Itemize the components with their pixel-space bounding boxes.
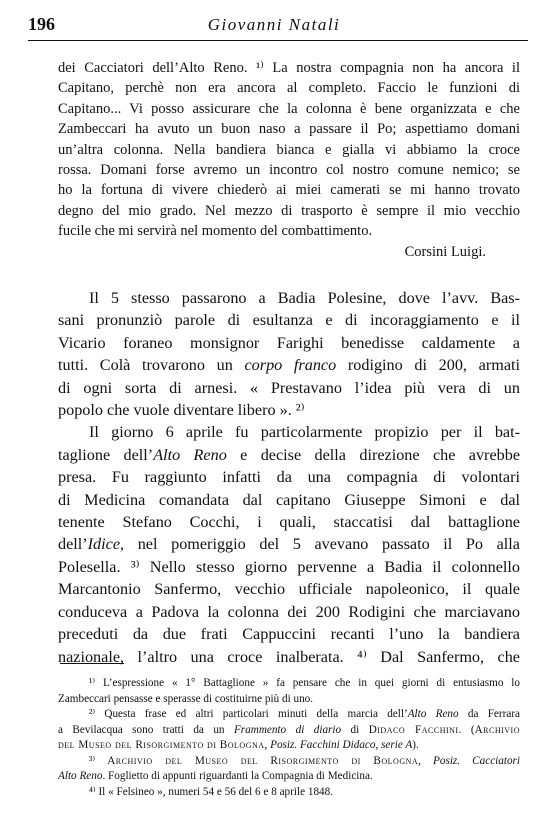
footnote-line: a Bevilacqua sono tratti da un Frammento di diario di Didaco Facchini. (Archivio [58,723,520,736]
quote-line: rossa. Domani forse avremo un incontro col nostro comune nemico; se [58,162,520,179]
quoted-letter [58,58,520,242]
body-line: sani pronunziò parole di esultanza e di incoraggiamento e il [58,311,520,330]
quote-line: dei Cacciatori dell’Alto Reno. ¹⁾ La nostra compagnia non ha ancora il [58,60,520,76]
body-line: dell’Idice, nel pomeriggio del 5 avevano passato il Po alla [58,535,520,554]
body-line: Il giorno 6 aprile fu particolarmente propizio per il bat- [89,423,520,442]
quote-line: Zambeccari ha avuto un buon naso a passare il Po; aspettiamo domani [58,121,520,138]
body-line: tenente Stefano Cocchi, i quali, staccatisi dal battaglione [58,513,520,532]
running-title: Giovanni Natali [207,15,341,34]
header-rule [28,40,528,41]
footnote-rule [60,663,124,664]
body-line: conduceva a Padova la colonna dei 200 Rodigini che marciavano [58,602,520,621]
footnote-line: ¹⁾ L’espressione « 1° Battaglione » fa pensare che in quei giorni di entusiasmo lo [89,677,520,689]
footnote-line: del Museo del Risorgimento di Bologna, Posiz. Facchini Didaco, serie A). [58,739,419,751]
footnote-line: ³⁾ Archivio del Museo del Risorgimento di Bologna, Posiz. Cacciatori [89,754,521,767]
body-line: tutti. Colà trovarono un corpo franco rodigino di 200, armati [58,356,520,375]
quote-line: un’altra colonna. Nella bandiera bianca e gialla vi abbiamo la croce [58,141,520,158]
body-line: Marcantonio Sanfermo, vecchio ufficiale napoleonico, il quale [58,580,520,599]
body-text [58,287,520,668]
footnote-line: ⁴⁾ Il « Felsineo », numeri 54 e 56 del 6 e 8 aprile 1848. [89,785,334,798]
quote-line: fucile che mi servirà nel momento del combattimento. [58,223,373,240]
quote-line: degno del mio grado. Nel mezzo di trasporto è sempre il mio vecchio [58,202,520,219]
footnote-line: Zambeccari pensasse e sperasse di costituirne più di uno. [58,692,314,705]
footnote-line: Alto Reno. Foglietto di appunti riguardanti la Compagnia di Medicina. [58,770,373,782]
body-line: popolo che vuole diventare libero ». ²⁾ [58,401,305,420]
quote-line: Capitano... Vi posso assicurare che la colonna è bene organizzata e che [58,100,520,117]
page-number: 196 [28,14,55,34]
body-line: nazionale, l’altro una croce inalberata. ⁴⁾ Dal Sanfermo, che [58,647,520,666]
body-line: Il 5 stesso passarono a Badia Polesine, dove l’avv. Bas- [89,289,520,307]
quote-line: Capitano, perchè non era ancora al completo. Faccio le funzioni di [58,80,520,97]
body-line: di Medicina comandata dal capitano Giuseppe Simoni e dal [58,490,520,509]
body-line: preceduti da due frati Cappuccini recanti l’uno la bandiera [58,625,520,644]
page-header [28,14,520,38]
letter-signature: Corsini Luigi. [404,244,486,260]
body-line: Polesella. ³⁾ Nello stesso giorno pervenne a Badia il colonnello [58,557,520,576]
body-line: presa. Fu raggiunto infatti da una compagnia di volontari [58,468,520,487]
footnote-line: ²⁾ Questa frase ed altri particolari minuti della marcia dell’Alto Reno da Ferrara [89,708,521,720]
body-line: di ogni sorta di arnesi. « Prestavano l’idea più vera di un [58,378,520,397]
body-line: taglione dell’Alto Reno e decise della direzione che avrebbe [58,445,520,464]
quote-line: ho la fortuna di vivere chiederò ai miei camerati se mi hanno trovato [58,182,520,199]
body-line: Vicario foraneo monsignor Farighi benedisse caldamente a [58,333,520,352]
footnotes [58,676,520,800]
